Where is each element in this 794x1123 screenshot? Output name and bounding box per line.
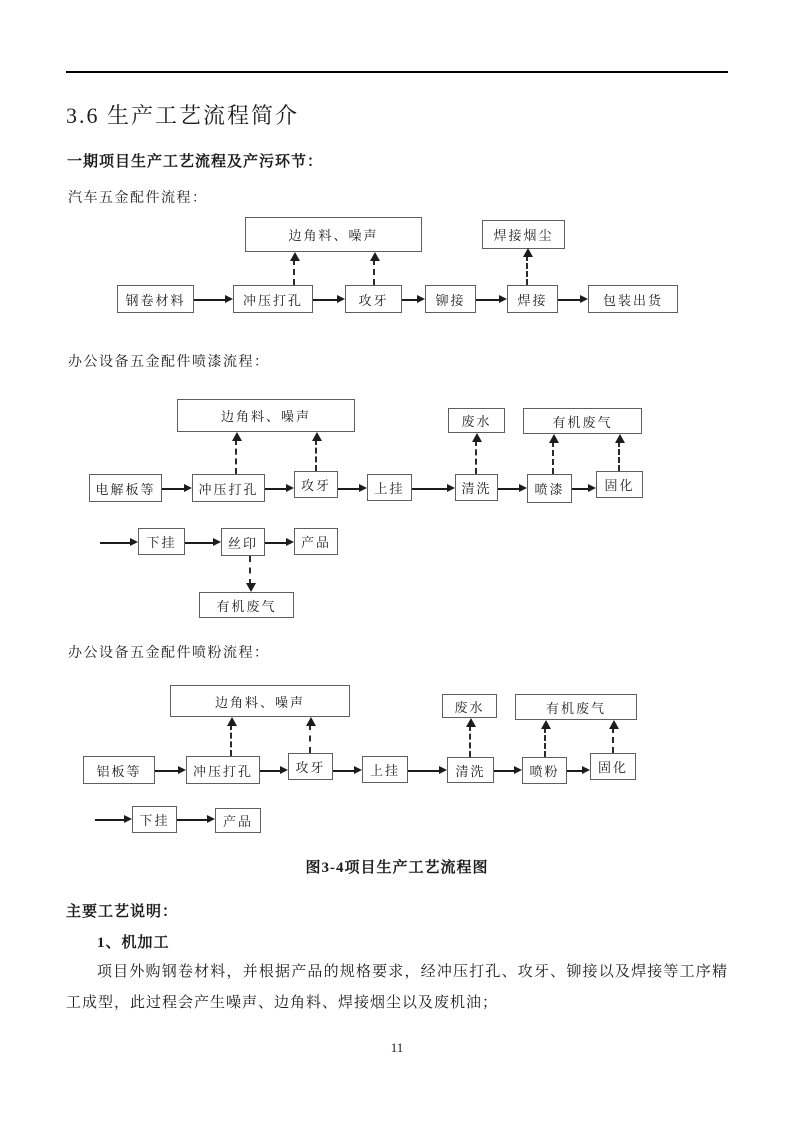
pollution-arrow-up	[608, 720, 619, 753]
flow-node: 冲压打孔	[186, 756, 260, 784]
flow-node-pollution: 边角料、噪声	[245, 217, 422, 252]
section-title: 3.6 生产工艺流程简介	[66, 103, 300, 128]
flow-node-pollution: 废水	[448, 408, 505, 433]
flow-node-pollution: 焊接烟尘	[482, 220, 565, 249]
pollution-arrow-up	[540, 720, 551, 757]
flow-node: 包装出货	[588, 285, 678, 313]
flow-arrow-right	[194, 294, 233, 305]
flowchart-powder-label: 办公设备五金配件喷粉流程：	[68, 646, 270, 661]
flow-arrow-right	[476, 294, 507, 305]
flow-node: 钢卷材料	[117, 285, 194, 313]
flow-node: 电解板等	[89, 474, 162, 502]
flow-arrow-right	[155, 765, 186, 776]
flow-arrow-right	[558, 294, 588, 305]
flow-node: 产品	[215, 808, 261, 833]
flow-node: 攻牙	[288, 753, 333, 780]
flowchart-paint-label: 办公设备五金配件喷漆流程：	[68, 355, 270, 370]
flow-arrow-right	[100, 537, 138, 548]
flow-node: 产品	[294, 528, 338, 555]
flow-arrow-right	[338, 483, 367, 494]
flow-arrow-right	[265, 483, 294, 494]
flow-arrow-right	[265, 537, 294, 548]
process-paragraph: 项目外购钢卷材料，并根据产品的规格要求，经冲压打孔、攻牙、铆接以及焊接等工序精工成型，此过程会产生噪声、边角料、焊接烟尘以及废机油；	[66, 964, 728, 1011]
pollution-arrow-up	[465, 718, 476, 757]
header-rule	[66, 71, 728, 73]
flow-node-pollution: 有机废气	[523, 408, 642, 434]
flow-node: 攻牙	[345, 285, 402, 313]
flow-node: 冲压打孔	[233, 285, 313, 313]
flow-arrow-right	[498, 483, 527, 494]
flow-node-pollution: 废水	[442, 694, 497, 718]
subtitle: 一期项目生产工艺流程及产污环节：	[67, 154, 324, 170]
flow-node: 喷粉	[522, 757, 567, 784]
pollution-arrow-up	[548, 434, 559, 474]
flow-node: 下挂	[132, 806, 177, 833]
pollution-arrow-down	[245, 556, 256, 592]
flow-arrow-right	[412, 483, 455, 494]
pollution-arrow-up	[305, 717, 316, 753]
flow-arrow-right	[567, 765, 590, 776]
flow-arrow-right	[260, 765, 288, 776]
flow-node: 上挂	[367, 474, 412, 501]
pollution-arrow-up	[226, 717, 237, 756]
flow-arrow-right	[95, 814, 132, 825]
flow-node: 铝板等	[83, 756, 155, 784]
flow-arrow-right	[333, 765, 362, 776]
flow-node-pollution: 有机废气	[515, 694, 637, 720]
flow-arrow-right	[408, 765, 447, 776]
flow-node-pollution: 边角料、噪声	[177, 399, 355, 432]
flow-node: 清洗	[447, 757, 494, 783]
flow-arrow-right	[177, 814, 215, 825]
flow-node-pollution: 边角料、噪声	[170, 685, 350, 717]
pollution-arrow-up	[522, 248, 533, 285]
flowchart-auto-label: 汽车五金配件流程：	[68, 191, 208, 206]
flow-node: 焊接	[507, 285, 558, 313]
flow-node: 冲压打孔	[192, 474, 265, 502]
flow-arrow-right	[402, 294, 425, 305]
pollution-arrow-up	[369, 252, 380, 285]
flow-node: 下挂	[138, 528, 185, 555]
step-heading: 1、机加工	[97, 935, 170, 951]
flow-arrow-right	[162, 483, 192, 494]
flow-node: 上挂	[362, 756, 408, 783]
pollution-arrow-up	[311, 432, 322, 471]
flow-arrow-right	[185, 537, 221, 548]
pollution-arrow-up	[471, 433, 482, 474]
pollution-arrow-up	[231, 432, 242, 474]
pollution-arrow-up	[614, 434, 625, 471]
flow-node: 喷漆	[527, 474, 572, 503]
figure-caption: 图3-4项目生产工艺流程图	[305, 860, 489, 876]
flow-arrow-right	[313, 294, 345, 305]
page-number: 11	[390, 1040, 404, 1055]
pollution-arrow-up	[289, 252, 300, 285]
flow-node: 固化	[590, 753, 636, 780]
flow-node: 攻牙	[294, 471, 338, 498]
flow-node: 铆接	[425, 285, 476, 313]
flow-arrow-right	[572, 483, 596, 494]
notes-heading: 主要工艺说明：	[66, 904, 179, 920]
flow-arrow-right	[494, 765, 522, 776]
flow-node: 清洗	[455, 474, 498, 501]
flow-node: 丝印	[221, 528, 265, 556]
flow-node-pollution: 有机废气	[199, 592, 294, 618]
flow-node: 固化	[596, 471, 643, 498]
